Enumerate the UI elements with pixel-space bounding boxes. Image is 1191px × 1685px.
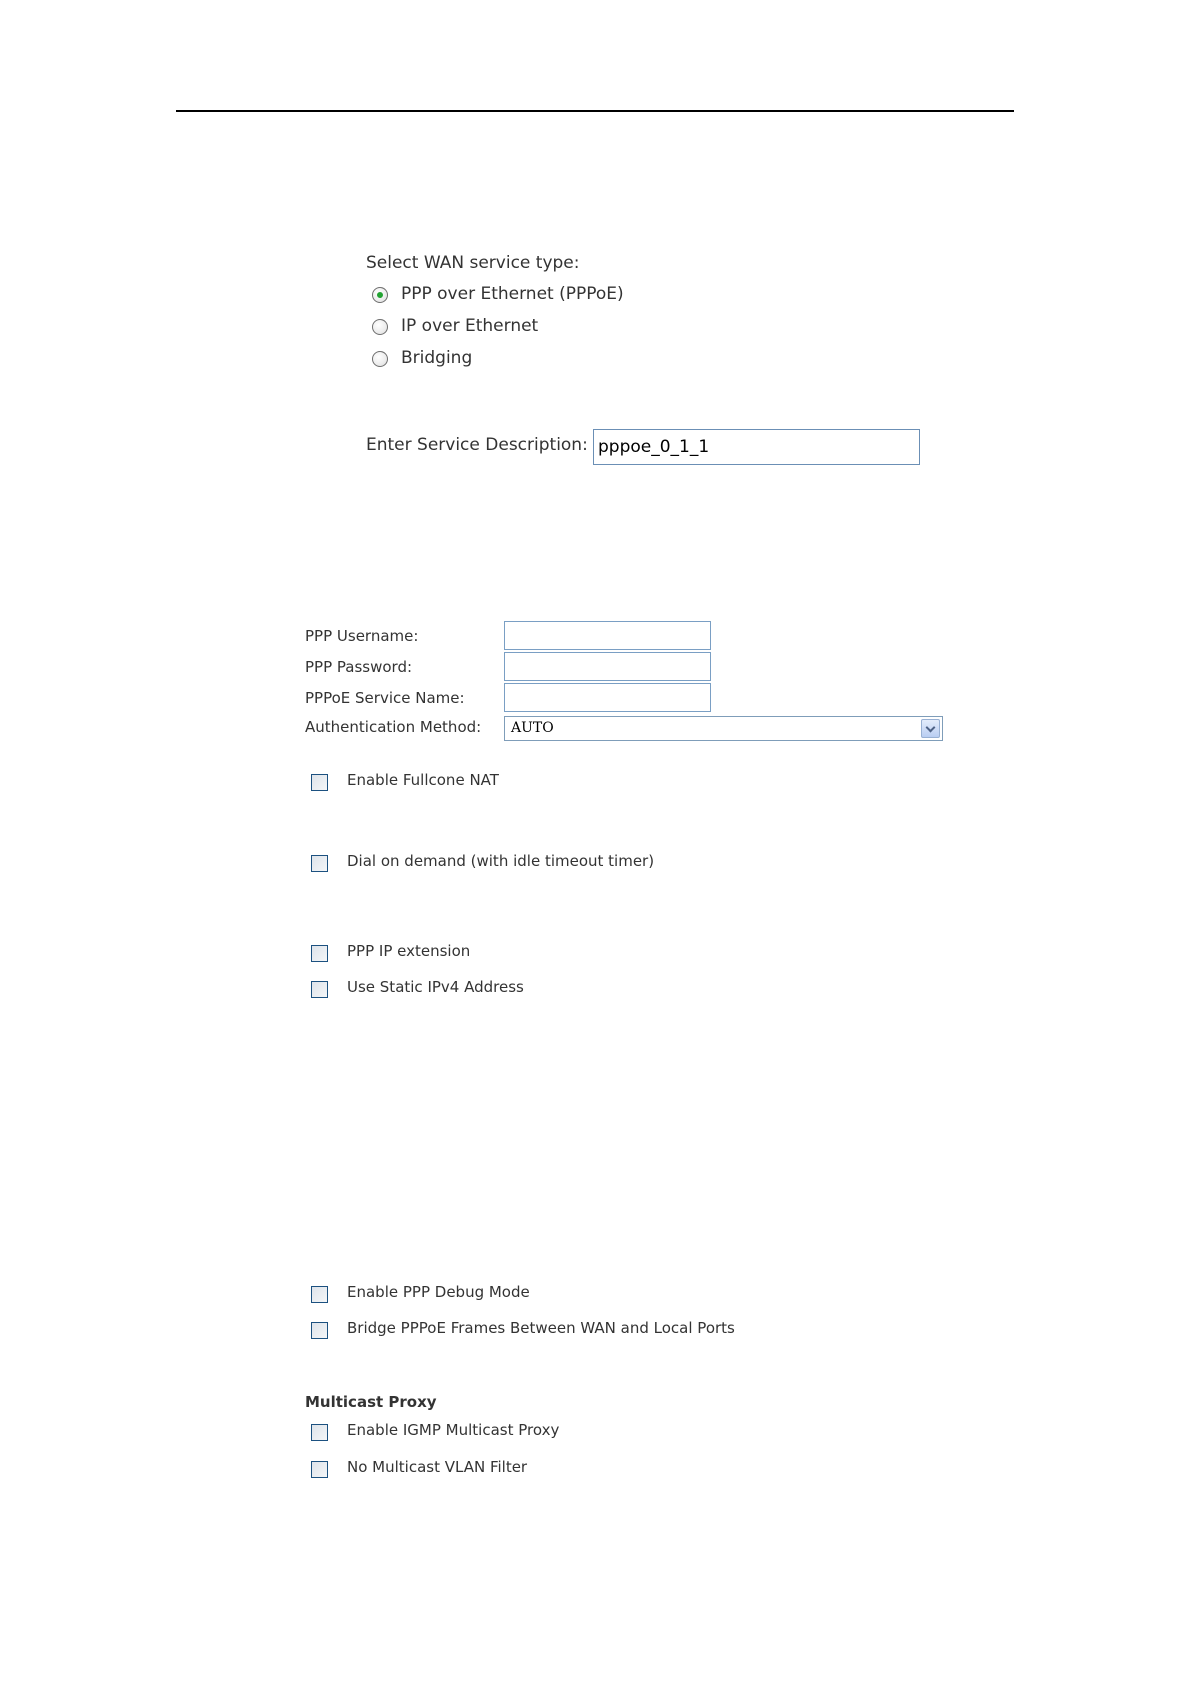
no-vlan-filter-label: No Multicast VLAN Filter <box>347 1458 528 1476</box>
multicast-proxy-title: Multicast Proxy <box>305 1393 437 1411</box>
service-description-label: Enter Service Description: <box>366 435 588 455</box>
auth-method-select[interactable] <box>504 716 943 741</box>
auth-method-label: Authentication Method: <box>305 718 482 736</box>
ppp-ip-extension-label: PPP IP extension <box>347 942 471 960</box>
radio-bridging[interactable] <box>372 351 388 367</box>
fullcone-nat-label: Enable Fullcone NAT <box>347 771 499 789</box>
dial-on-demand-label: Dial on demand (with idle timeout timer) <box>347 852 655 870</box>
fullcone-nat-checkbox[interactable] <box>311 774 328 791</box>
igmp-proxy-checkbox[interactable] <box>311 1424 328 1441</box>
chevron-down-icon[interactable] <box>921 719 940 738</box>
radio-ipoe[interactable] <box>372 319 388 335</box>
bridge-pppoe-checkbox[interactable] <box>311 1322 328 1339</box>
radio-pppoe[interactable] <box>372 287 388 303</box>
radio-bridging-label: Bridging <box>401 348 473 368</box>
radio-ipoe-label: IP over Ethernet <box>401 316 539 336</box>
ppp-ip-extension-checkbox[interactable] <box>311 945 328 962</box>
no-vlan-filter-checkbox[interactable] <box>311 1461 328 1478</box>
static-ipv4-checkbox[interactable] <box>311 981 328 998</box>
static-ipv4-label: Use Static IPv4 Address <box>347 978 524 996</box>
wan-service-title: Select WAN service type: <box>366 253 580 273</box>
pppoe-service-name-input[interactable] <box>504 683 711 712</box>
ppp-username-input[interactable] <box>504 621 711 650</box>
service-description-input[interactable] <box>593 429 920 465</box>
ppp-debug-checkbox[interactable] <box>311 1286 328 1303</box>
pppoe-service-name-label: PPPoE Service Name: <box>305 689 465 707</box>
igmp-proxy-label: Enable IGMP Multicast Proxy <box>347 1421 560 1439</box>
ppp-password-label: PPP Password: <box>305 658 413 676</box>
bridge-pppoe-label: Bridge PPPoE Frames Between WAN and Local Ports <box>347 1319 735 1337</box>
header-rule <box>176 110 1014 112</box>
radio-pppoe-label: PPP over Ethernet (PPPoE) <box>401 284 624 304</box>
auth-method-value: AUTO <box>511 720 554 736</box>
ppp-debug-label: Enable PPP Debug Mode <box>347 1283 530 1301</box>
ppp-password-input[interactable] <box>504 652 711 681</box>
dial-on-demand-checkbox[interactable] <box>311 855 328 872</box>
ppp-username-label: PPP Username: <box>305 627 419 645</box>
